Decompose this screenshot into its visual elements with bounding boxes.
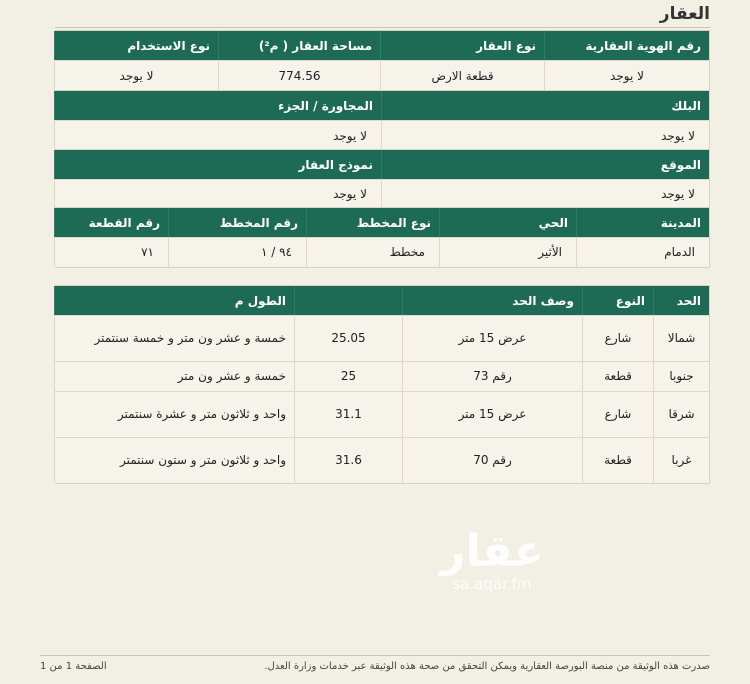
block-value: لا يوجد — [381, 120, 709, 151]
property-model-value: لا يوجد — [54, 179, 381, 209]
header-location: الموقع — [381, 150, 709, 179]
header-property-area: مساحة العقار ( م²) — [218, 31, 380, 60]
header-border-type: النوع — [582, 286, 653, 315]
border-length-text: واحد و ثلاثون متر و عشرة سنتمتر — [54, 391, 294, 437]
aqar-watermark — [432, 528, 552, 608]
header-usage-type: نوع الاستخدام — [54, 31, 218, 60]
property-id-value: لا يوجد — [544, 60, 709, 91]
border-length-number: 25 — [294, 361, 402, 391]
border-description: رقم 73 — [402, 361, 582, 391]
header-border-description: وصف الحد — [402, 286, 582, 315]
header-border-side: الحد — [653, 286, 709, 315]
border-description: رقم 70 — [402, 437, 582, 483]
plan-table — [55, 207, 710, 268]
header-city: المدينة — [576, 208, 709, 237]
usage-type-value: لا يوجد — [54, 60, 218, 91]
border-description: عرض 15 متر — [402, 391, 582, 437]
border-length-number: 25.05 — [294, 315, 402, 361]
footer-note: صدرت هذه الوثيقة من منصة البورصة العقارية ويمكن التحقق من صحة هذه الوثيقة عبر خدمات وزارة العدل. — [264, 661, 710, 672]
header-plan-type: نوع المخطط — [306, 208, 439, 237]
border-side-south: جنوبا — [653, 361, 709, 391]
header-property-model: نموذج العقار — [54, 150, 381, 179]
header-block: البلك — [381, 91, 709, 120]
border-side-east: شرقا — [653, 391, 709, 437]
border-length-number: 31.6 — [294, 437, 402, 483]
border-type: شارع — [582, 391, 653, 437]
location-value: لا يوجد — [381, 179, 709, 209]
property-type-value: قطعة الارض — [380, 60, 544, 91]
header-length: الطول م — [54, 286, 294, 315]
border-type: قطعة — [582, 437, 653, 483]
page-number: الصفحة 1 من 1 — [40, 661, 107, 672]
border-length-number: 31.1 — [294, 391, 402, 437]
district-value: الأثير — [439, 237, 576, 267]
neighborhood-part-value: لا يوجد — [54, 120, 381, 151]
header-property-id: رقم الهوية العقارية — [544, 31, 709, 60]
border-length-text: خمسة و عشر ون متر — [54, 361, 294, 391]
header-plot-number: رقم القطعة — [54, 208, 168, 237]
border-side-north: شمالا — [653, 315, 709, 361]
border-side-west: غربا — [653, 437, 709, 483]
border-type: قطعة — [582, 361, 653, 391]
header-district: الحي — [439, 208, 576, 237]
border-description: عرض 15 متر — [402, 315, 582, 361]
page-title: العقار — [659, 4, 710, 24]
border-length-text: خمسة و عشر ون متر و خمسة سنتمتر — [54, 315, 294, 361]
plot-number-value: ٧١ — [54, 237, 168, 267]
title-divider — [55, 27, 710, 28]
header-plan-number: رقم المخطط — [168, 208, 306, 237]
footer-divider — [40, 655, 710, 656]
block-table — [55, 90, 710, 152]
watermark-url: sa.aqar.fm — [452, 575, 532, 593]
borders-table — [55, 285, 710, 484]
property-table — [55, 30, 710, 92]
header-length-number — [294, 286, 402, 315]
watermark-word: عقار — [440, 526, 544, 577]
plan-number-value: ٩٤ / ١ — [168, 237, 306, 267]
plan-type-value: مخطط — [306, 237, 439, 267]
border-length-text: واحد و ثلاثون متر و ستون سنتمتر — [54, 437, 294, 483]
border-type: شارع — [582, 315, 653, 361]
location-table — [55, 149, 710, 210]
header-property-type: نوع العقار — [380, 31, 544, 60]
property-area-value: 774.56 — [218, 60, 380, 91]
header-neighborhood-part: المجاورة / الجزء — [54, 91, 381, 120]
city-value: الدمام — [576, 237, 709, 267]
